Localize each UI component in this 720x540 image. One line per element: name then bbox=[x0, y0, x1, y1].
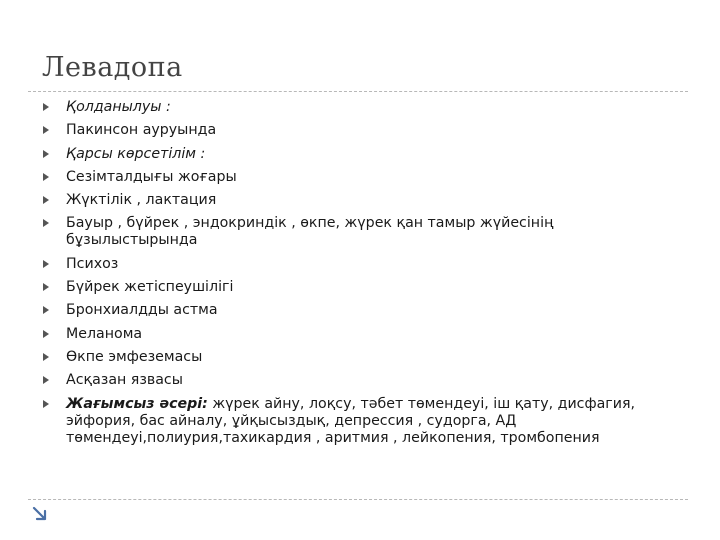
triangle-bullet-icon bbox=[43, 150, 49, 158]
item-text: Бүйрек жетіспеушілігі bbox=[66, 279, 234, 296]
item-text: Пакинсон ауруында bbox=[66, 122, 217, 139]
item-text: Бауыр , бүйрек , эндокриндік , өкпе, жүрек қан тамыр жүйесінің бұзылыстырында bbox=[66, 215, 554, 249]
list-item bbox=[42, 122, 662, 139]
list-item bbox=[42, 349, 662, 366]
triangle-bullet-icon bbox=[43, 283, 49, 291]
list-item bbox=[42, 302, 662, 319]
bullet-list bbox=[42, 99, 662, 453]
triangle-bullet-icon bbox=[43, 400, 49, 408]
item-text: Меланома bbox=[66, 325, 143, 342]
item-text: Бронхиалдды астма bbox=[66, 302, 218, 319]
list-item bbox=[42, 215, 662, 249]
item-text: Қолданылуы : bbox=[66, 99, 171, 115]
triangle-bullet-icon bbox=[43, 103, 49, 111]
triangle-bullet-icon bbox=[43, 173, 49, 181]
side-effects-label: Жағымсыз әсері: bbox=[66, 395, 208, 412]
item-text: Қарсы көрсетілім : bbox=[66, 145, 206, 162]
list-item bbox=[42, 99, 662, 116]
triangle-bullet-icon bbox=[43, 376, 49, 384]
triangle-bullet-icon bbox=[43, 260, 49, 268]
triangle-bullet-icon bbox=[43, 306, 49, 314]
title-divider bbox=[28, 91, 688, 92]
item-text: Асқазан язвасы bbox=[66, 372, 183, 389]
triangle-bullet-icon bbox=[43, 353, 49, 361]
triangle-bullet-icon bbox=[43, 196, 49, 204]
list-item bbox=[42, 192, 662, 209]
triangle-bullet-icon bbox=[43, 126, 49, 134]
side-effects-text: жүрек айну, лоқсу, тәбет төмендеуі, іш қату, дисфагия, эйфория, бас айналу, ұйқысыздық, депрессия , судорга, АД төмендеуі,полиурия,тахикардия , аритмия , лейкопения, тромбопения bbox=[66, 395, 636, 446]
item-text: Өкпе эмфеземасы bbox=[66, 348, 203, 365]
triangle-bullet-icon bbox=[43, 219, 49, 227]
list-item bbox=[42, 256, 662, 273]
list-item bbox=[42, 146, 662, 163]
list-item bbox=[42, 326, 662, 343]
list-item-side-effects bbox=[42, 396, 662, 447]
item-text: Сезімталдығы жоғары bbox=[66, 168, 237, 185]
footer-divider bbox=[28, 499, 688, 500]
item-text: Жүктілік , лактация bbox=[66, 192, 217, 209]
triangle-bullet-icon bbox=[43, 330, 49, 338]
list-item bbox=[42, 279, 662, 296]
item-text: Психоз bbox=[66, 255, 119, 272]
slide-title: Левадопа bbox=[42, 52, 183, 83]
list-item bbox=[42, 372, 662, 389]
corner-arrow-icon bbox=[32, 506, 48, 522]
list-item bbox=[42, 169, 662, 186]
